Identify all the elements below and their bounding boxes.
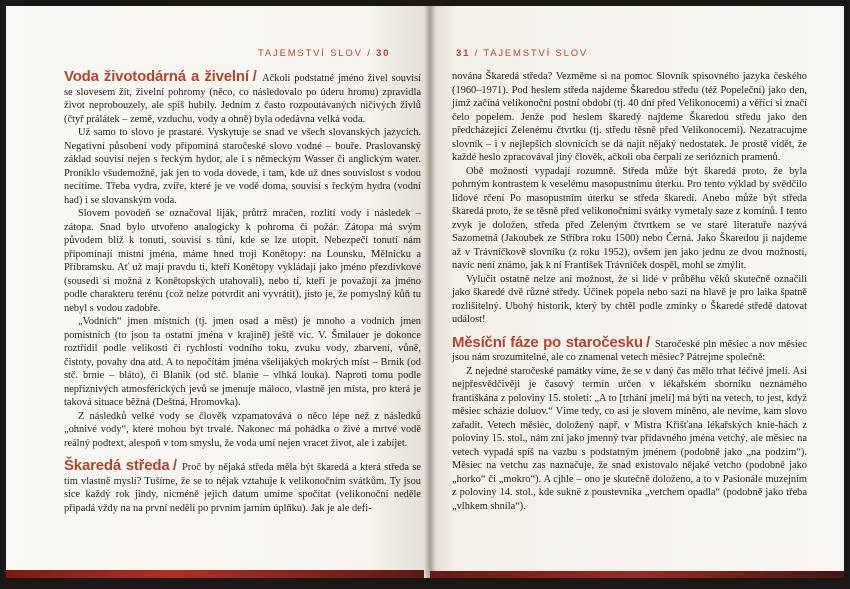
section-skareda-first-paragraph: Škaredá středa / Proč by nějaká středa měla být škaredá a která středa se tím vlastně myslí? Tušíme, že se to nějak vztahuje k velikonočním svátkům. Ty jsou sice každý rok jindy, nicméně jejich datum umíme spočítat (velikonoční neděle připadá vždy na na první neděli po prvním jarním úplňku). Jak je ale defi- xyxy=(64,457,421,514)
paragraph: Z nejedné staročeské památky víme, že se v daný čas mělo trhat léčivé jmelí. Asi nejpřesvědčivěji je časový termín určen v lékařském sborníku neznámého františkána z poloviny 15. století: „A to [trhání jmelí] má býti na vetech, to jest, když měsiec scházie doluov.“ Víme tedy, co asi je slovem míněno, ale nevíme, kam slovo zařadit. Vetech měsiec, doložený např. v Mistra Křišťana lékařských knie-hách z poloviny 15. stol., nám zní jako jmenný tvar přídavného jména vetchý, ale měsiec na vetech vypadá spíš na vazbu s podstatným jménem (podobně jako „na podzim“). Měsiec na vetchu zas naznačuje, že snad existovalo nějaké vetcho (podobně jako „horko“ či „mokro“). A cjhle – ono je skutečně doloženo, a to v Pasionále muzejním z poloviny 14. stol., kde suknë z poustevníka „vetchem opadla“ (podobně jako třeba „vlhkem shnila“). xyxy=(452,365,807,512)
paragraph: Proč by nějaká středa měla být škaredá a která středa se tím vlastně myslí? Tušíme, že se to nějak vztahuje k velikonočním svátkům. Ty jsou sice každý rok jindy, nicméně jejich datum umíme spočítat (velikonoční neděle připadá vždy na na první neděli po prvním jarním úplňku). Jak je ale defi- xyxy=(64,462,421,514)
section-mesicni-first-paragraph: Měsíční fáze po staročesku / Staročeské pln měsiec a nov měsiec jsou nám srozumitelné, ale co znamenal vetech měsiec? Pátrejme společně: xyxy=(452,333,807,363)
left-text-column xyxy=(64,70,421,515)
right-running-head-title: TAJEMSTVÍ SLOV xyxy=(483,48,589,59)
right-page xyxy=(430,6,844,578)
paragraph: Obě možnosti vypadají rozumně. Středa může být škaredá proto, že byla pohrným kontrastem k veselému masopustnímu úterku. Pro tento výklad by svědčilo lidové rčení Po masopustním úterku se středa škaredí. Anebo může být středa škaredá proto, že se těsně před velikonočními svátky vymetaly saze z komínů. I tento zvyk je doložen, středa před Zeleným čtvrtkem se ve staré literatuře nazývá Sazometná (Jakoubek ze Stříbra roku 1500) nebo Černá. Jako Škaredou ji najdeme až v Trávníčkově slovníku (z roku 1952), ovšem jen jako jednu ze dvou možností, navíc není známo, jak k ní František Trávníček dospěl, mohl se zmýlit. xyxy=(452,165,807,271)
section-heading-voda: Voda životodárná a živelní xyxy=(64,68,249,85)
right-running-head: 31 / TAJEMSTVÍ SLOV xyxy=(456,48,589,59)
left-cover-edge xyxy=(6,570,424,578)
paragraph: nována Škaredá středa? Vezměme si na pomoc Slovník spisovného jazyka českého (1960–1971). Pod heslem středa najdeme Škaredou středu (též Popeleční) jako den, jímž začíná velikonoční postní období (tj. 40 dní před Velikonocemi) a věřící si značí čelo popelem. Jenže pod heslem škaredý najdeme Škaredou středu jako den předcházející Zelenému čtvrtku (tj. středu těsně před Velikonocemi). Nezatracujme slovník – i v nejlepších slovnících se dá najít nějaký nedostatek. Je prostě vidět, že každé heslo zpracovával jiný člověk, ačkoli oba čerpali ze seriózních pramenů. xyxy=(452,71,807,163)
section-voda-first-paragraph: Voda životodárná a živelní / Ačkoli podstatné jméno živel souvisí se slovesem žít, živelní pohromy (něco, co následovalo po úderu hromu) zpravidla život neprobouzely, ale spíš hubily. Jedním z často rozpoutávaných ničivých živlů (čtyř prálátek – země, vzduchu, vody a ohně) byla odedávna velká voda. xyxy=(64,68,422,125)
right-page-number: 31 xyxy=(456,48,471,59)
left-running-head-title: TAJEMSTVÍ SLOV xyxy=(258,48,363,59)
paragraph: Staročeské pln měsiec a nov měsiec jsou nám srozumitelné, ale co znamenal vetech měsiec? Pátrejme společně: xyxy=(452,338,807,363)
section-heading-skareda-streda: Škaredá středa xyxy=(64,457,170,474)
paragraph: Ačkoli podstatné jméno živel souvisí se slovesem žít, živelní pohromy (něco, co následovalo po úderu hromu) zpravidla život neprobouzely, ale spíš hubily. Jedním z často rozpoutávaných ničivých živlů (čtyř prálátek – země, vzduchu, vody a ohně) byla odedávna velká voda. xyxy=(64,73,422,125)
paragraph: Už samo to slovo je prastaré. Vyskytuje se snad ve všech slovanských jazycích. Negativní působení vody připomíná staročeské slovo vodné – bouře. Praslovanský základ souvisí nejen s řeckým hydor, ale i s německým Wasser či anglickým water. Proniklo všudemožně, jak jen to voda dovede, i tam, kde už dnes souvislost s vodou necítíme. Třeba vydra, zvíře, které je ve vodě doma, souvisí s řeckým hydra (vodní had) i se slovanským voda. xyxy=(64,127,421,206)
section-heading-mesicni-faze: Měsíční fáze po staročesku xyxy=(452,333,643,351)
paragraph: „Vodních“ jmen místních (tj. jmen osad a měst) je mnoho a vodních jmen pomístních (to jsou ta ostatní jména v krajině) ještě víc. V. Šmilauer je dokonce roztřídil podle velikosti či rychlosti vodního toku, zvuku vody, zbarvení, vůně, čistoty, povahy dna atd. A to nepočítám jména všelijakých mokrých míst – Brnik (od stč. brnie – bláto), či Blanik (od stč. blanie – vlhká louka). Naproti tomu podle nepříznivých atmosférických jevů se jmenuje máloco, vlastně jen místa, pro která je taková situace běžná (Deštná, Hromovka). xyxy=(64,316,421,408)
right-cover-edge xyxy=(430,571,844,578)
paragraph: Z následků velké vody se člověk vzpamatovává o něco lépe než z následků „ohnivé vody“, které mohou být trvalé. Nakonec má pohádka o živé a mrtvé vodě reálný podtext, alespoň v tom smyslu, že voda umí nejen vracet život, ale i zabíjet. xyxy=(64,410,421,449)
paragraph: Slovem povodeň se označoval liják, průtrž mračen, rozlití vody i následek – zátopa. Snad bylo utvořeno analogicky k pohroma či požár. Zátopa má svým původem blíž k tonutí, souvisí s tůní, kde se lze utopit. Nebezpečí tonutí nám připomínají místní jména, máme hned troji Konětopy: na Lounsku, Mělnicku a Příbramsku. Ať už mají pravdu ti, kteří Konětopy vykládají jako jméno přezdívkové (sousedi si možná z Konětopských utahovali), nebo ti, kteří je považují za jméno podle charakteru terénu (což nelze potvrdit ani vyvrátit), jisto je, že pomyslný kůň tu nebyl s vodou zadobře. xyxy=(64,208,421,314)
paragraph: Vylučit ostatně nelze ani možnost, že si lidé v průběhu věků skutečně označili jako škaredé dvě různé středy. Účinek popela nebo sazí na hlavě je pro laika špatně rozlišitelný. Ubohý historik, který by chtěl podle zmínky o Škaredé středě datovat událost! xyxy=(452,273,807,325)
right-text-column xyxy=(452,70,807,513)
book-gutter xyxy=(424,6,436,578)
left-page-number: 30 xyxy=(376,48,391,59)
left-page xyxy=(6,6,430,578)
book-spread xyxy=(6,6,844,578)
left-running-head: TAJEMSTVÍ SLOV / 30 xyxy=(258,48,391,59)
